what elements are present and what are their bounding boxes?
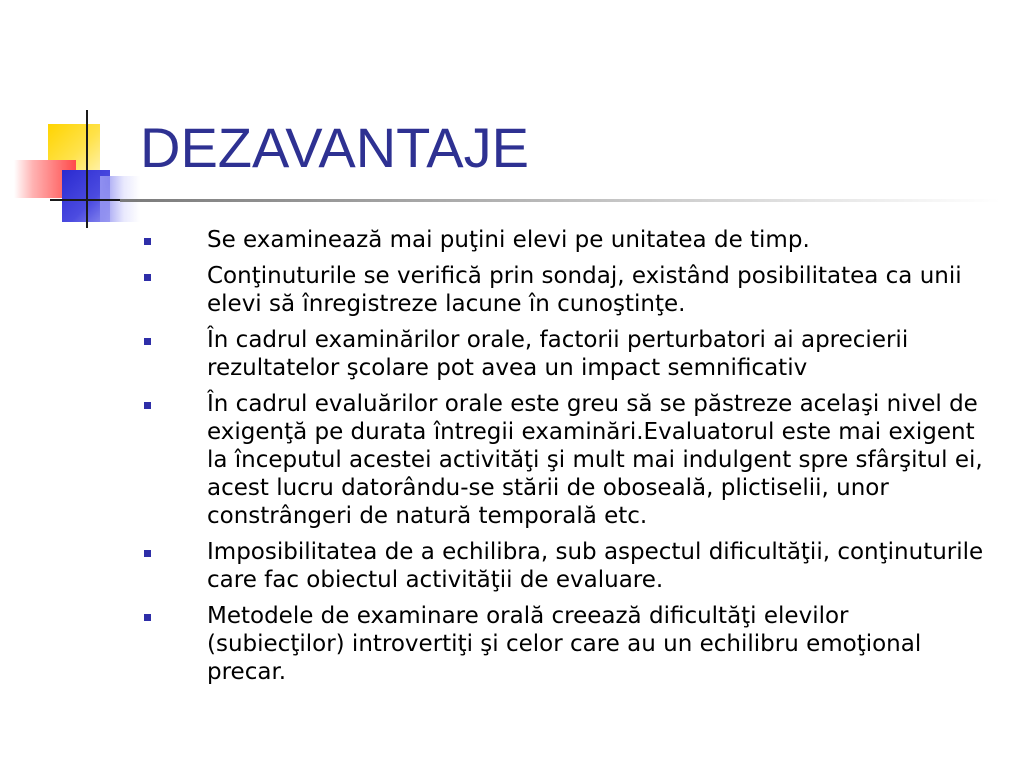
square-bullet-icon xyxy=(144,402,151,409)
bullet-text: Imposibilitatea de a echilibra, sub aspectul dificultăţii, conţinuturile care fac obiectul activităţii de evaluare. xyxy=(207,539,984,593)
bullet-text: Conţinuturile se verifică prin sondaj, existând posibilitatea ca unii elevi să înregistreze lacune în cunoştinţe. xyxy=(207,263,962,317)
square-bullet-icon xyxy=(144,238,151,245)
bullet-item xyxy=(140,538,990,594)
square-bullet-icon xyxy=(144,614,151,621)
bullet-text: Metodele de examinare orală creează dificultăţi elevilor (subiecţilor) introvertiţi şi celor care au un echilibru emoţional precar. xyxy=(207,603,922,685)
bullet-list xyxy=(140,226,990,694)
bullet-item xyxy=(140,226,990,254)
square-bullet-icon xyxy=(144,338,151,345)
bullet-item xyxy=(140,602,990,686)
square-bullet-icon xyxy=(144,274,151,281)
bullet-text: Se examinează mai puţini elevi pe unitatea de timp. xyxy=(207,227,810,253)
bullet-item xyxy=(140,390,990,530)
bullet-text: În cadrul evaluărilor orale este greu să se păstreze acelaşi nivel de exigenţă pe durata întregii examinări.Evaluatorul este mai exigent la începutul acestei activităţi şi mult mai indulgent spre sfârşitul ei, acest lucru datorându-se stării de oboseală, plictiselii, unor constrângeri de natură temporală etc. xyxy=(207,391,983,529)
square-bullet-icon xyxy=(144,550,151,557)
vertical-line-decoration xyxy=(86,110,88,228)
slide-title: DEZAVANTAJE xyxy=(140,116,529,179)
bullet-item xyxy=(140,326,990,382)
bullet-text: În cadrul examinărilor orale, factorii perturbatori ai aprecierii rezultatelor şcolare pot avea un impact semnificativ xyxy=(207,327,909,381)
bullet-item xyxy=(140,262,990,318)
title-underline xyxy=(120,199,1000,202)
